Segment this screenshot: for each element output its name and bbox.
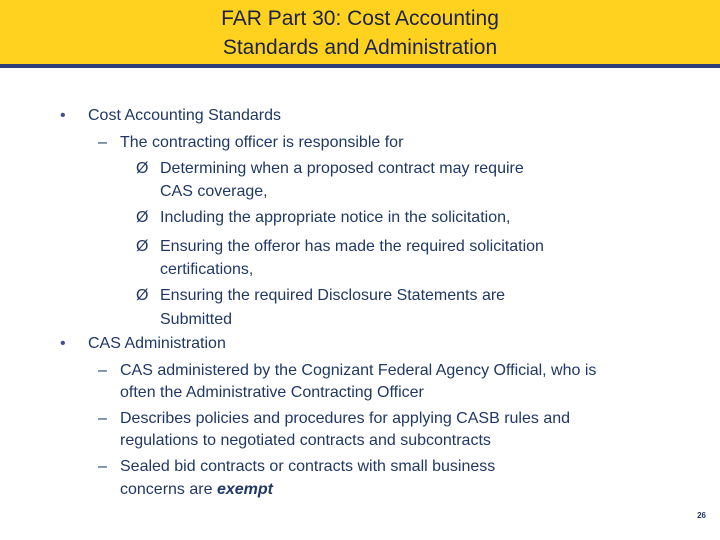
arrow-item-disclosure-statements-cont: Submitted [160,311,233,328]
slide-title-line-1: FAR Part 30: Cost Accounting [221,7,499,30]
arrow-marker: Ø [136,160,149,177]
arrow-item-ensuring-certifications: Ensuring the offeror has made the required solicitation [160,238,544,255]
sub-item-contracting-officer: The contracting officer is responsible for [120,134,404,151]
arrow-marker: Ø [136,287,149,304]
sub-item-sealed-bid: Sealed bid contracts or contracts with small business [120,458,496,475]
arrow-marker: Ø [136,209,149,226]
page-number: 26 [697,511,706,520]
arrow-item-ensuring-certifications-cont: certifications, [160,261,254,278]
arrow-item-disclosure-statements: Ensuring the required Disclosure Statements are [160,287,506,304]
arrow-item-including-notice: Including the appropriate notice in the solicitation, [160,209,511,226]
arrow-item-determining: Determining when a proposed contract may require [160,160,524,177]
dash-marker: – [98,410,107,427]
sub-item-sealed-bid-cont [120,480,273,500]
slide-title-line-2: Standards and Administration [222,36,498,59]
dash-marker: – [98,458,107,475]
dash-marker: – [98,134,107,151]
arrow-marker: Ø [136,238,149,255]
sub-item-cognizant-official: CAS administered by the Cognizant Federal Agency Official, who is [120,362,597,379]
sub-item-casb-rules-cont: regulations to negotiated contracts and subcontracts [120,432,491,449]
bullet-marker: • [60,107,66,124]
arrow-item-determining-cont: CAS coverage, [160,183,268,200]
sub-item-cognizant-official-cont: often the Administrative Contracting Officer [120,384,424,401]
exempt-emphasis: exempt [216,481,273,498]
bullet-marker: • [60,335,66,352]
sub-item-casb-rules: Describes policies and procedures for applying CASB rules and [120,410,571,427]
dash-marker: – [98,362,107,379]
bullet-cost-accounting-standards: Cost Accounting Standards [88,107,282,124]
bullet-cas-administration: CAS Administration [88,335,226,352]
sealed-bid-prefix: concerns are [120,481,217,498]
